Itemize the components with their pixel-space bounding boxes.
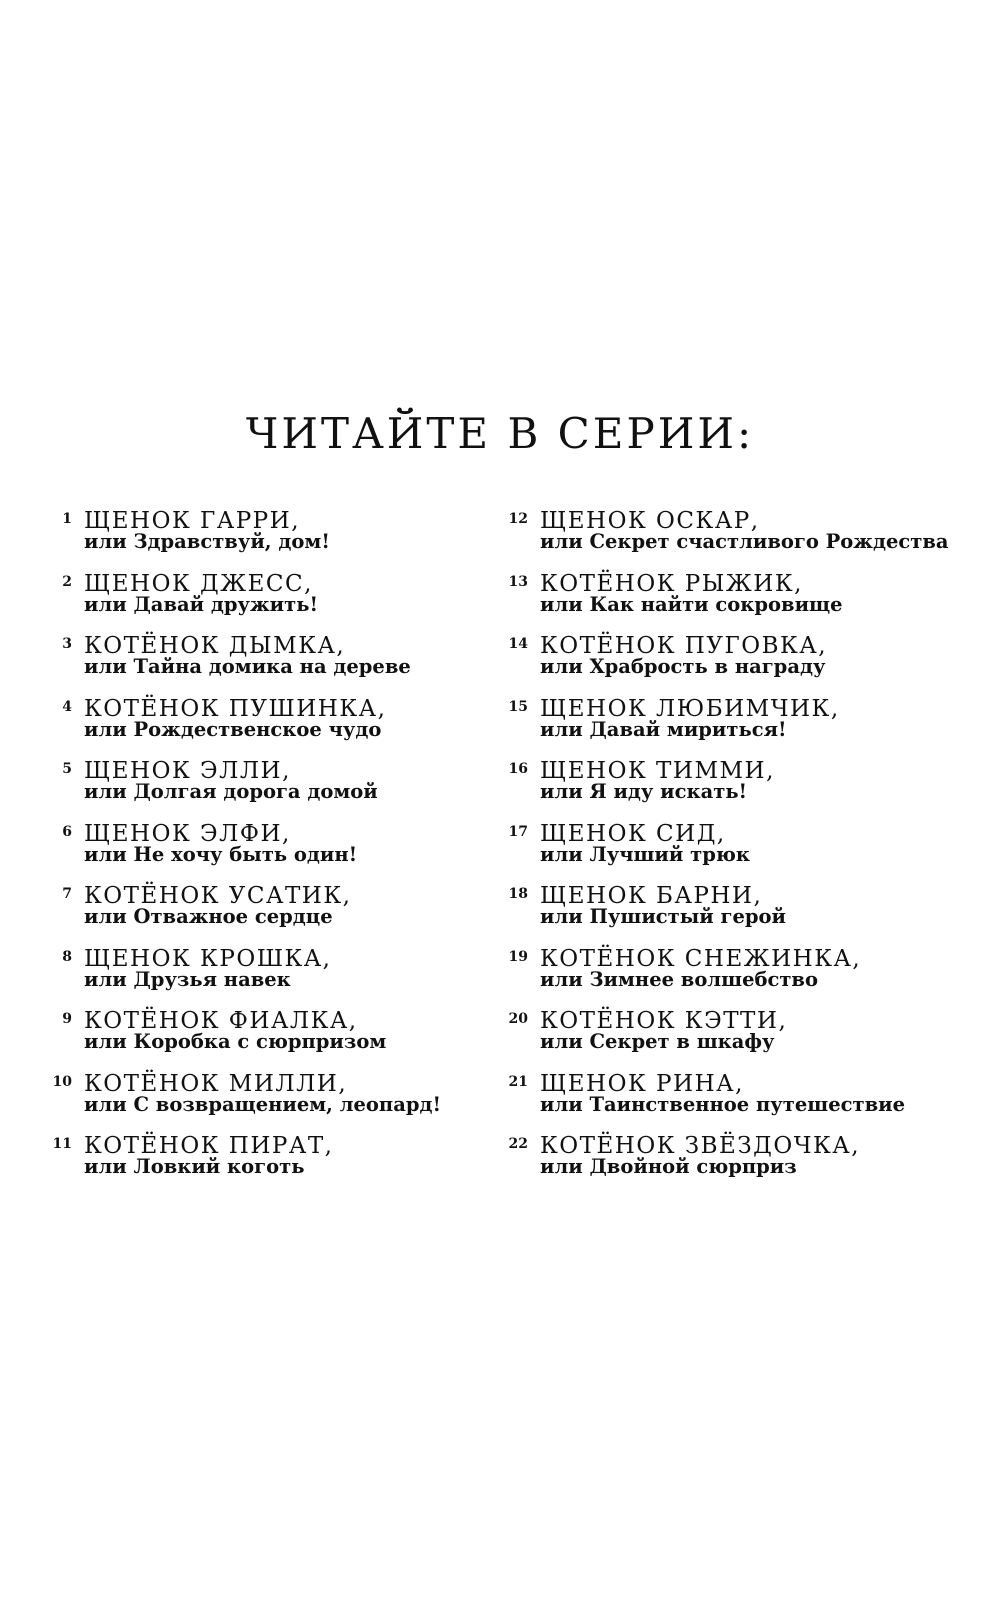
book-title: КОТЁНОК ПИРАТ, — [84, 1133, 334, 1159]
book-subtitle: или Отважное сердце — [84, 905, 333, 928]
book-title: ЩЕНОК ЭЛЛИ, — [84, 758, 291, 784]
book-title: КОТЁНОК КЭТТИ, — [540, 1008, 788, 1034]
book-subtitle: или С возвращением, леопард! — [84, 1092, 442, 1116]
book-title: ЩЕНОК ЛЮБИМЧИК, — [540, 695, 840, 722]
book-title: КОТЁНОК ЗВЁЗДОЧКА, — [540, 1133, 861, 1159]
book-subtitle: или Не хочу быть один! — [84, 842, 358, 866]
book-number: 16 — [508, 761, 528, 777]
book-number: 8 — [62, 948, 72, 965]
book-number: 15 — [508, 698, 528, 715]
page-title: ЧИТАЙТЕ В СЕРИИ: — [245, 409, 755, 458]
book-number: 13 — [508, 573, 528, 590]
book-entry — [50, 1008, 470, 1071]
book-entry — [50, 1133, 470, 1196]
book-number: 9 — [62, 1011, 72, 1027]
book-entry — [50, 571, 470, 634]
book-entry — [50, 758, 470, 821]
book-title: КОТЁНОК ПУГОВКА, — [540, 633, 828, 659]
book-subtitle: или Долгая дорога домой — [84, 780, 378, 803]
book-list-right — [506, 508, 966, 1196]
book-title: ЩЕНОК ГАРРИ, — [84, 508, 301, 534]
book-title: КОТЁНОК МИЛЛИ, — [84, 1070, 348, 1097]
book-subtitle: или Храбрость в награду — [540, 655, 826, 678]
book-title: ЩЕНОК СИД, — [540, 820, 726, 847]
book-subtitle: или Здравствуй, дом! — [84, 530, 330, 553]
book-subtitle: или Таинственное путешествие — [540, 1092, 905, 1116]
book-entry — [506, 883, 966, 946]
book-subtitle: или Ловкий коготь — [84, 1155, 305, 1178]
book-number: 3 — [62, 636, 72, 652]
book-subtitle: или Коробка с сюрпризом — [84, 1030, 387, 1053]
book-number: 11 — [52, 1136, 72, 1152]
book-entry — [506, 821, 966, 884]
book-subtitle: или Секрет в шкафу — [540, 1030, 775, 1053]
book-number: 6 — [62, 823, 72, 840]
book-number: 18 — [508, 886, 528, 902]
book-number: 19 — [508, 948, 528, 965]
book-number: 10 — [52, 1073, 72, 1090]
book-title: ЩЕНОК КРОШКА, — [84, 945, 332, 972]
book-subtitle: или Пушистый герой — [540, 905, 786, 928]
book-title: ЩЕНОК РИНА, — [540, 1070, 744, 1097]
book-entry — [506, 1071, 966, 1134]
book-entry — [506, 633, 966, 696]
book-number: 4 — [62, 698, 72, 715]
book-entry — [506, 571, 966, 634]
book-subtitle: или Секрет счастливого Рождества — [540, 530, 949, 553]
book-number: 17 — [508, 823, 528, 840]
book-number: 14 — [508, 636, 528, 652]
book-number: 21 — [508, 1073, 528, 1090]
book-subtitle: или Зимнее волшебство — [540, 967, 818, 991]
book-title: КОТЁНОК РЫЖИК, — [540, 570, 803, 597]
book-title: ЩЕНОК ОСКАР, — [540, 508, 760, 534]
book-entry — [506, 1133, 966, 1196]
book-entry — [506, 1008, 966, 1071]
book-title: ЩЕНОК ДЖЕСС, — [84, 570, 313, 597]
book-entry — [50, 1071, 470, 1134]
book-title: ЩЕНОК БАРНИ, — [540, 883, 763, 909]
book-entry — [50, 508, 470, 571]
book-subtitle: или Я иду искать! — [540, 780, 748, 803]
book-subtitle: или Как найти сокровище — [540, 592, 843, 616]
book-entry — [506, 946, 966, 1009]
book-title: КОТЁНОК УСАТИК, — [84, 883, 352, 909]
book-subtitle: или Рождественское чудо — [84, 717, 382, 741]
book-subtitle: или Друзья навек — [84, 967, 291, 991]
book-entry — [50, 883, 470, 946]
book-number: 2 — [62, 573, 72, 590]
book-subtitle: или Давай дружить! — [84, 592, 319, 616]
book-number: 1 — [62, 511, 72, 527]
book-subtitle: или Лучший трюк — [540, 842, 750, 866]
book-number: 20 — [508, 1011, 528, 1027]
book-title: КОТЁНОК СНЕЖИНКА, — [540, 945, 862, 972]
book-number: 12 — [508, 511, 528, 527]
book-subtitle: или Давай мириться! — [540, 717, 787, 741]
book-subtitle: или Тайна домика на дереве — [84, 655, 411, 678]
book-entry — [506, 758, 966, 821]
book-list-left — [50, 508, 470, 1196]
book-subtitle: или Двойной сюрприз — [540, 1155, 797, 1178]
book-number: 7 — [62, 886, 72, 902]
book-entry — [50, 821, 470, 884]
book-title: КОТЁНОК ФИАЛКА, — [84, 1008, 358, 1034]
book-number: 22 — [508, 1136, 528, 1152]
book-entry — [50, 696, 470, 759]
book-title: ЩЕНОК ЭЛФИ, — [84, 820, 291, 847]
book-entry — [50, 946, 470, 1009]
book-number: 5 — [62, 761, 72, 777]
book-entry — [506, 696, 966, 759]
book-title: ЩЕНОК ТИММИ, — [540, 758, 775, 784]
book-title: КОТЁНОК ПУШИНКА, — [84, 695, 387, 722]
book-title: КОТЁНОК ДЫМКА, — [84, 633, 346, 659]
book-entry — [50, 633, 470, 696]
book-entry — [506, 508, 966, 571]
